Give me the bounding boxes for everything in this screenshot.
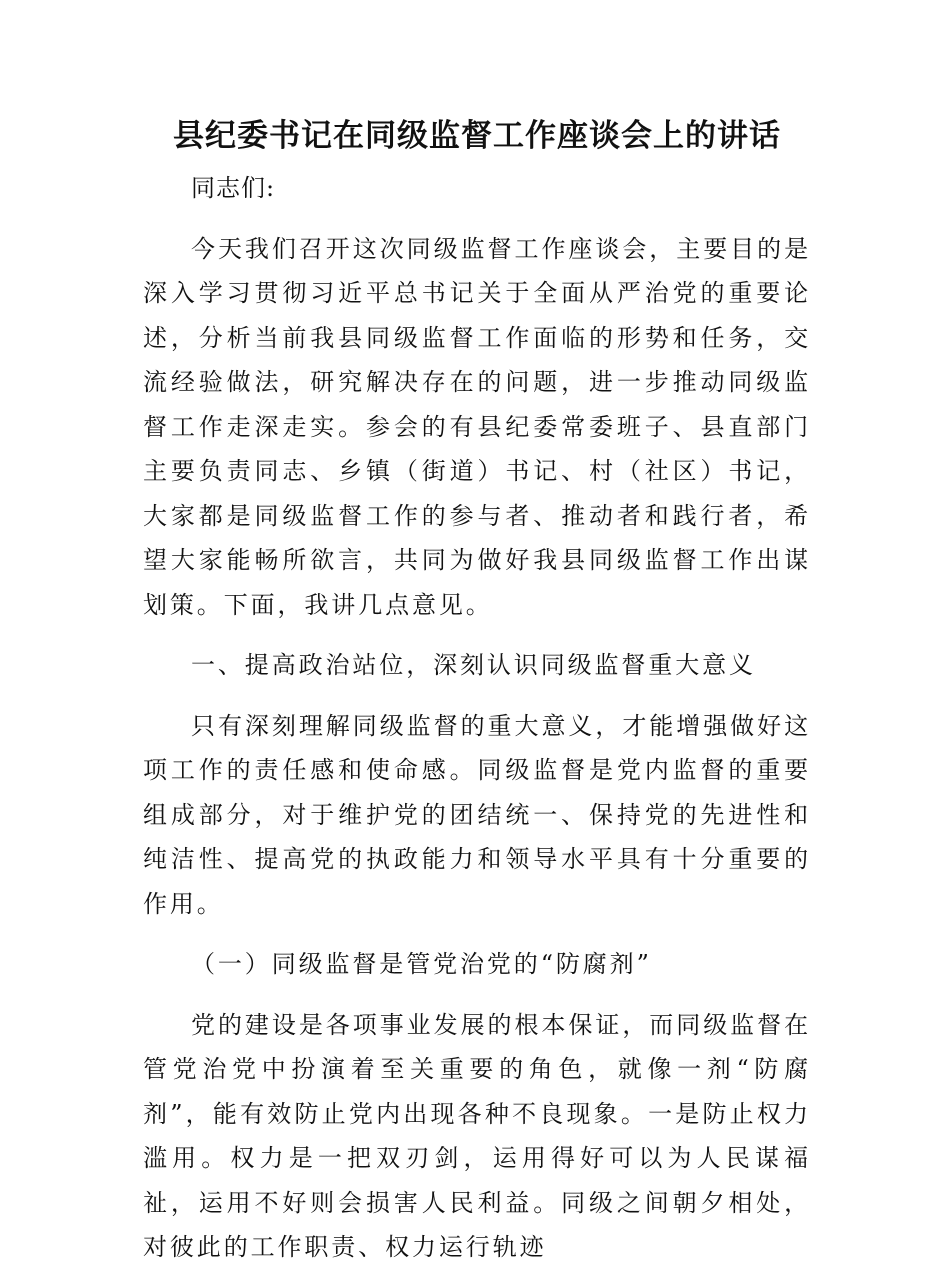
paragraph-subsection-1: 党的建设是各项事业发展的根本保证，而同级监督在管党治党中扮演着至关重要的角色，就像一剂“防腐剂”，能有效防止党内出现各种不良现象。一是防止权力滥用。权力是一把双刃剑，运用得好可以为人民谋福祉，运用不好则会损害人民利益。同级之间朝夕相处，对彼此的工作职责、权力运行轨迹 xyxy=(143,1010,811,1261)
section-heading-1: 一、提高政治站位，深刻认识同级监督重大意义 xyxy=(191,651,756,679)
paragraph-section-1: 只有深刻理解同级监督的重大意义，才能增强做好这项工作的责任感和使命感。同级监督是党内监督的重要组成部分，对于维护党的团结统一、保持党的先进性和纯洁性、提高党的执政能力和领导水平具有十分重要的作用。 xyxy=(143,711,811,918)
greeting: 同志们: xyxy=(191,174,276,202)
paragraph-intro: 今天我们召开这次同级监督工作座谈会，主要目的是深入学习贯彻习近平总书记关于全面从严治党的重要论述，分析当前我县同级监督工作面临的形势和任务，交流经验做法，研究解决存在的问题，进一步推动同级监督工作走深走实。参会的有县纪委常委班子、县直部门主要负责同志、乡镇（街道）书记、村（社区）书记，大家都是同级监督工作的参与者、推动者和践行者，希望大家能畅所欲言，共同为做好我县同级监督工作出谋划策。下面，我讲几点意见。 xyxy=(143,234,811,619)
subsection-heading-1: （一）同级监督是管党治党的“防腐剂” xyxy=(191,950,652,978)
document-page xyxy=(143,108,811,1270)
document-title: 县纪委书记在同级监督工作座谈会上的讲话 xyxy=(173,118,781,154)
